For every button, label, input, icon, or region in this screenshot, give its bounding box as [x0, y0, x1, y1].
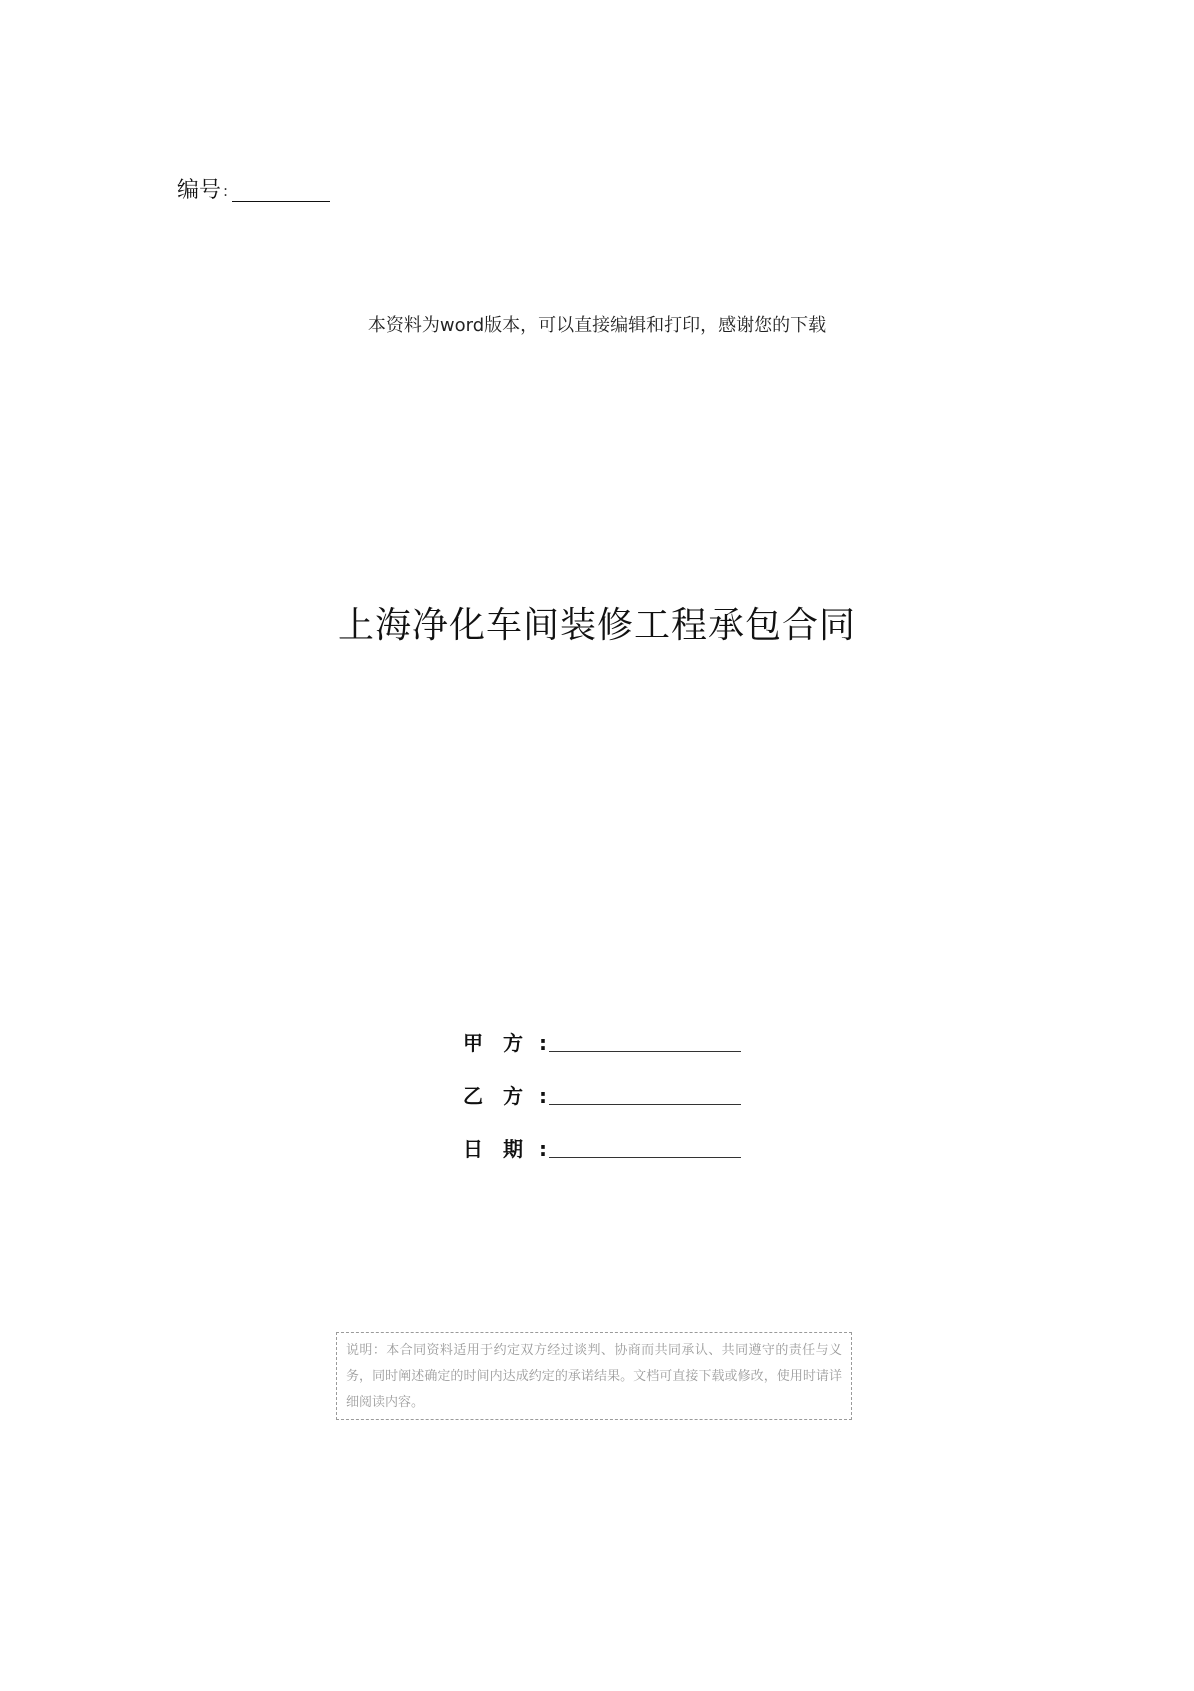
date-label: 日 期 — [463, 1137, 523, 1161]
serial-number-colon: : — [223, 182, 229, 200]
usage-note-box: 说明：本合同资料适用于约定双方经过谈判、协商而共同承认、共同遵守的责任与义务，同时阐述确定的时间内达成约定的承诺结果。文档可直接下载或修改，使用时请详细阅读内容。 — [336, 1332, 852, 1420]
party-fields — [463, 1005, 741, 1164]
party-a-label: 甲 方 — [463, 1031, 523, 1055]
serial-number-label: 编号 — [177, 178, 222, 203]
download-notice: 本资料为word版本，可以直接编辑和打印，感谢您的下载 — [367, 315, 827, 336]
date-colon: : — [539, 1137, 547, 1161]
serial-number-field — [177, 176, 330, 206]
document-title: 上海净化车间装修工程承包合同 — [337, 605, 856, 646]
party-b-colon: : — [539, 1084, 547, 1108]
party-b-row — [463, 1058, 741, 1111]
party-b-label: 乙 方 — [463, 1084, 523, 1108]
date-blank[interactable] — [549, 1135, 741, 1158]
party-a-colon: : — [539, 1031, 547, 1055]
serial-number-blank[interactable] — [232, 177, 330, 202]
party-a-blank[interactable] — [549, 1029, 741, 1052]
date-row — [463, 1111, 741, 1164]
party-a-row — [463, 1005, 741, 1058]
party-b-blank[interactable] — [549, 1082, 741, 1105]
